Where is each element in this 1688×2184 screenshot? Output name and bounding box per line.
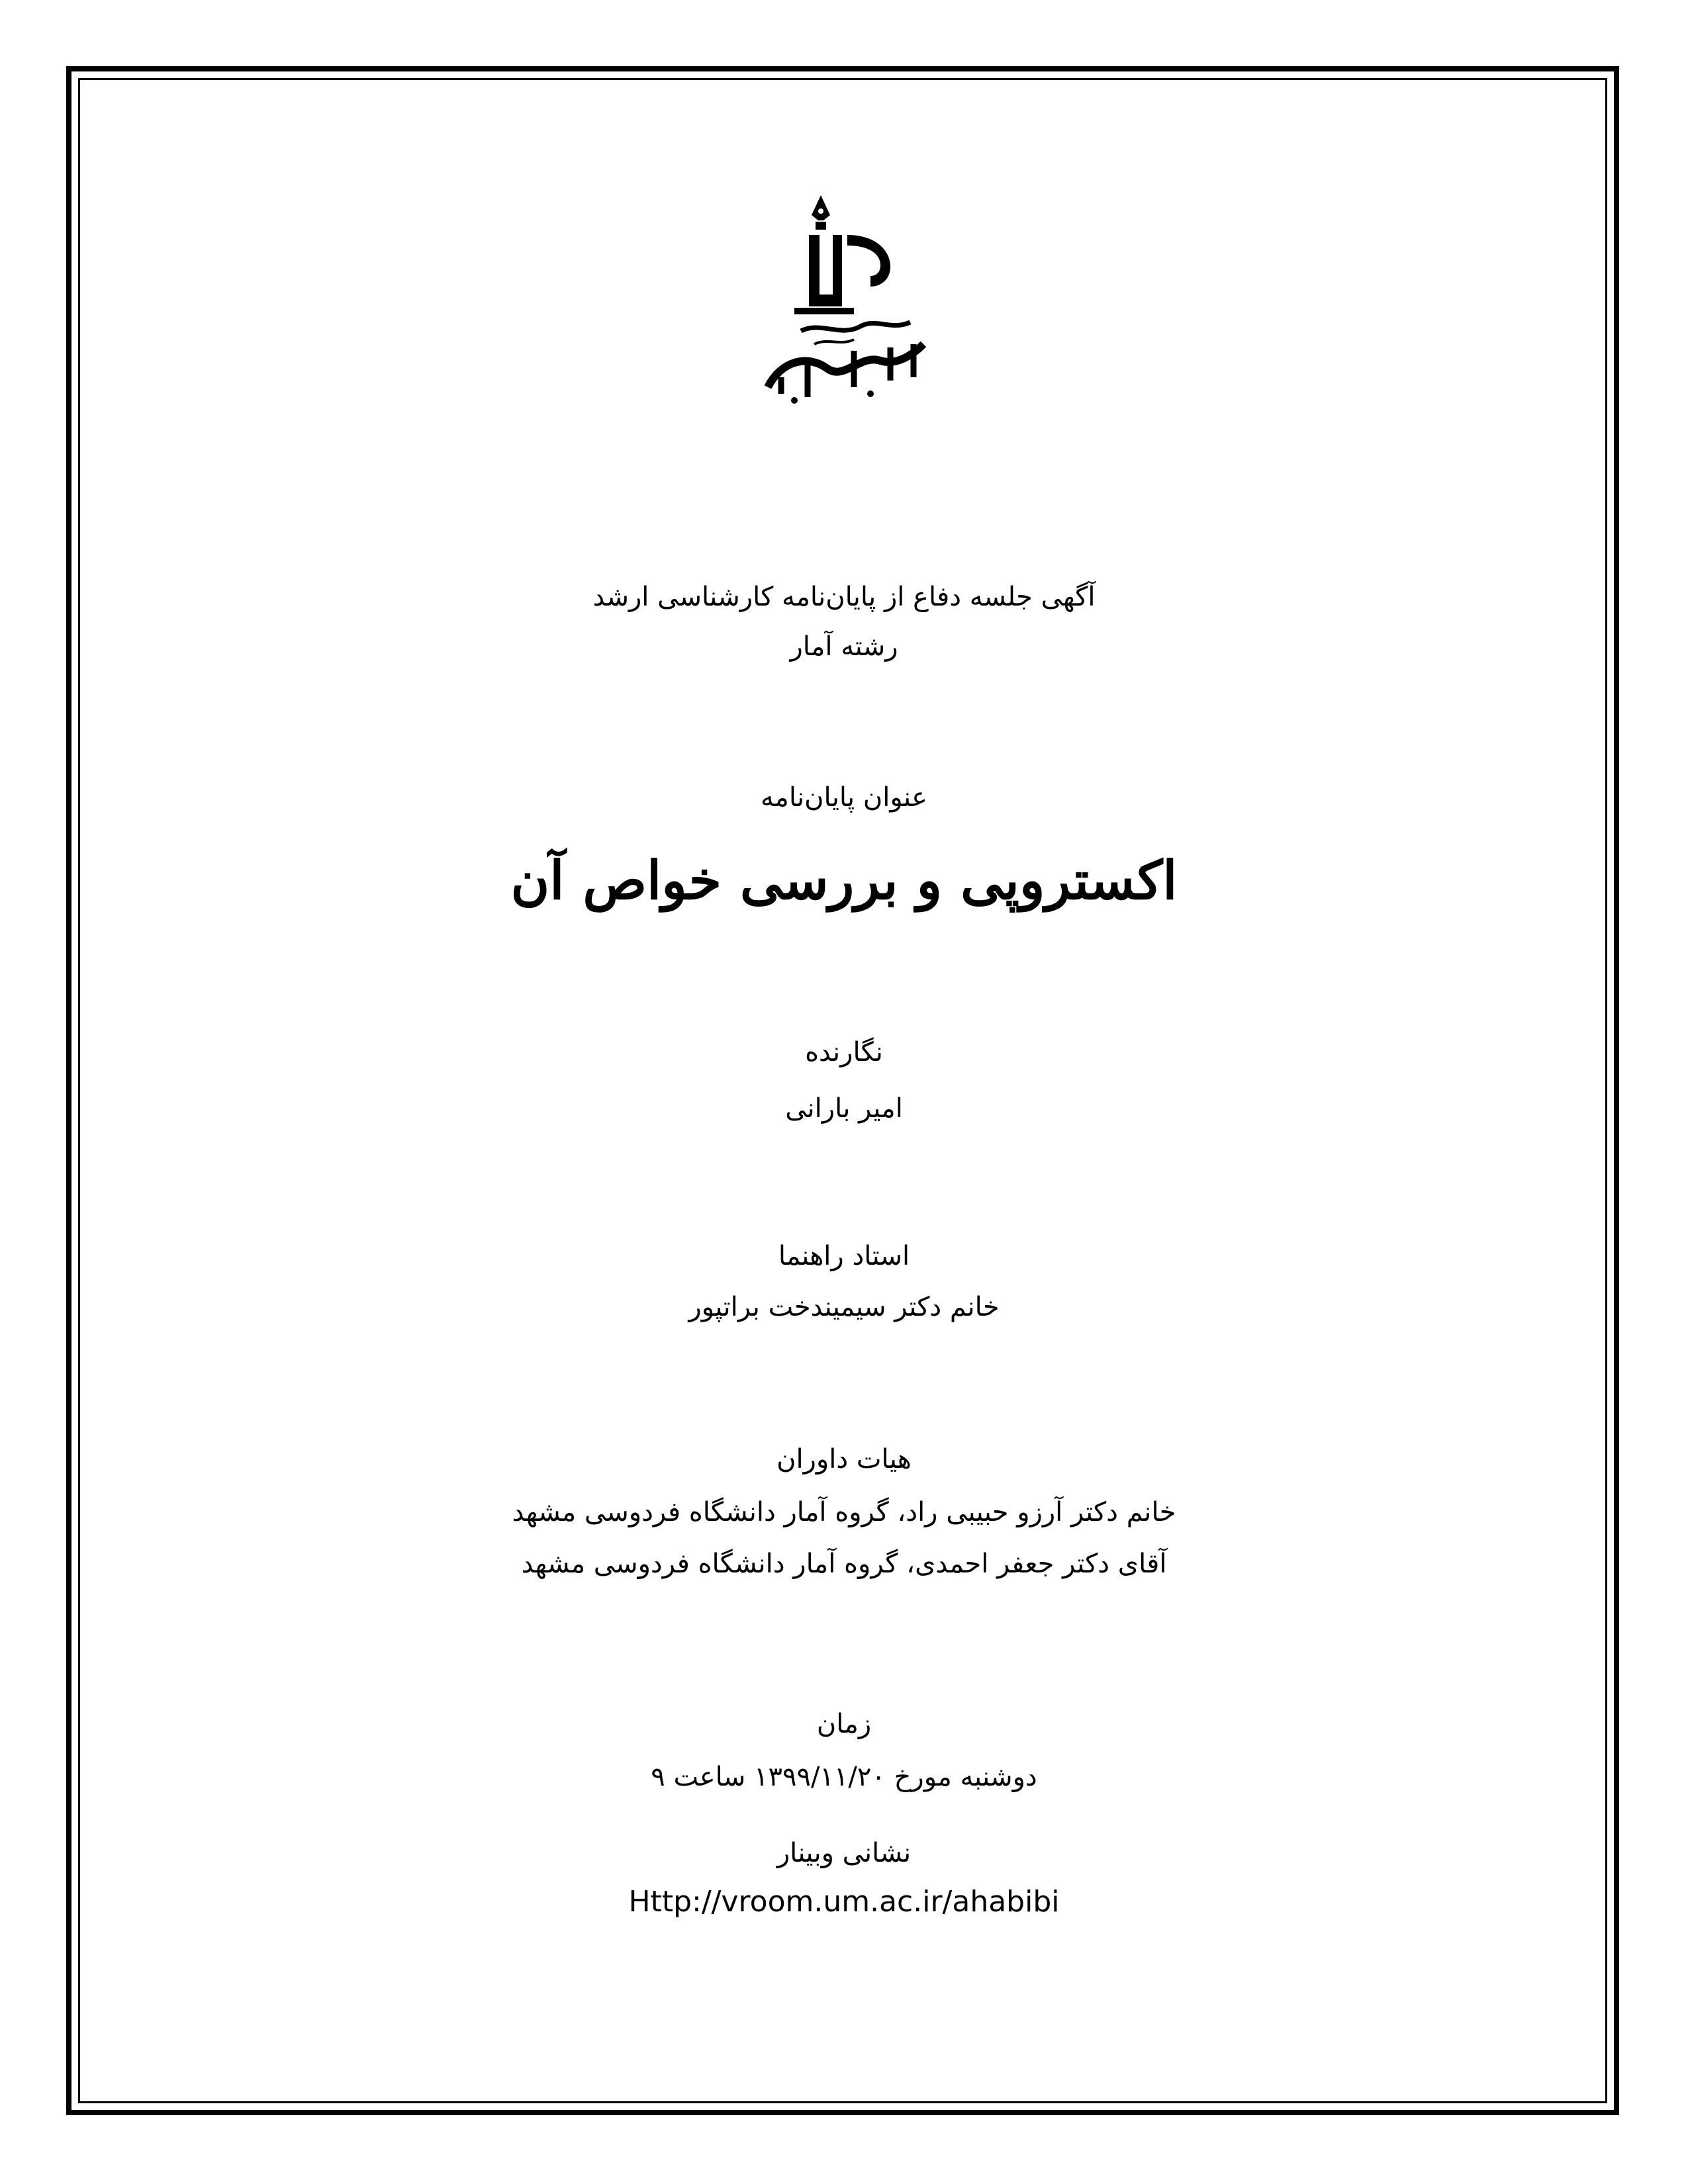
author-label: نگارنده [805,1037,883,1068]
field-of-study: رشته آمار [790,631,898,662]
webinar-url-link[interactable]: Http://vroom.um.ac.ir/ahabibi [628,1885,1060,1919]
supervisor-name: خانم دکتر سیمیندخت براتپور [688,1292,1000,1322]
committee-label: هیات داوران [776,1444,912,1475]
time-value: دوشنبه مورخ ۱۳۹۹/۱۱/۲۰ ساعت ۹ [651,1762,1037,1792]
thesis-title: اکستروپی و بررسی خواص آن [510,849,1178,911]
committee-member: آقای دکتر جعفر احمدی، گروه آمار دانشگاه فردوسی مشهد [521,1549,1167,1579]
university-logo [755,195,933,404]
committee-member: خانم دکتر آرزو حبیبی راد، گروه آمار دانشگاه فردوسی مشهد [512,1497,1176,1527]
thesis-title-label: عنوان پایان‌نامه [760,782,927,813]
time-label: زمان [816,1709,872,1739]
webinar-label: نشانی وبینار [776,1838,912,1868]
announcement-heading: آگهی جلسه دفاع از پایان‌نامه کارشناسی ارشد [592,582,1096,612]
author-name: امیر بارانی [785,1093,903,1124]
supervisor-label: استاد راهنما [778,1241,910,1271]
